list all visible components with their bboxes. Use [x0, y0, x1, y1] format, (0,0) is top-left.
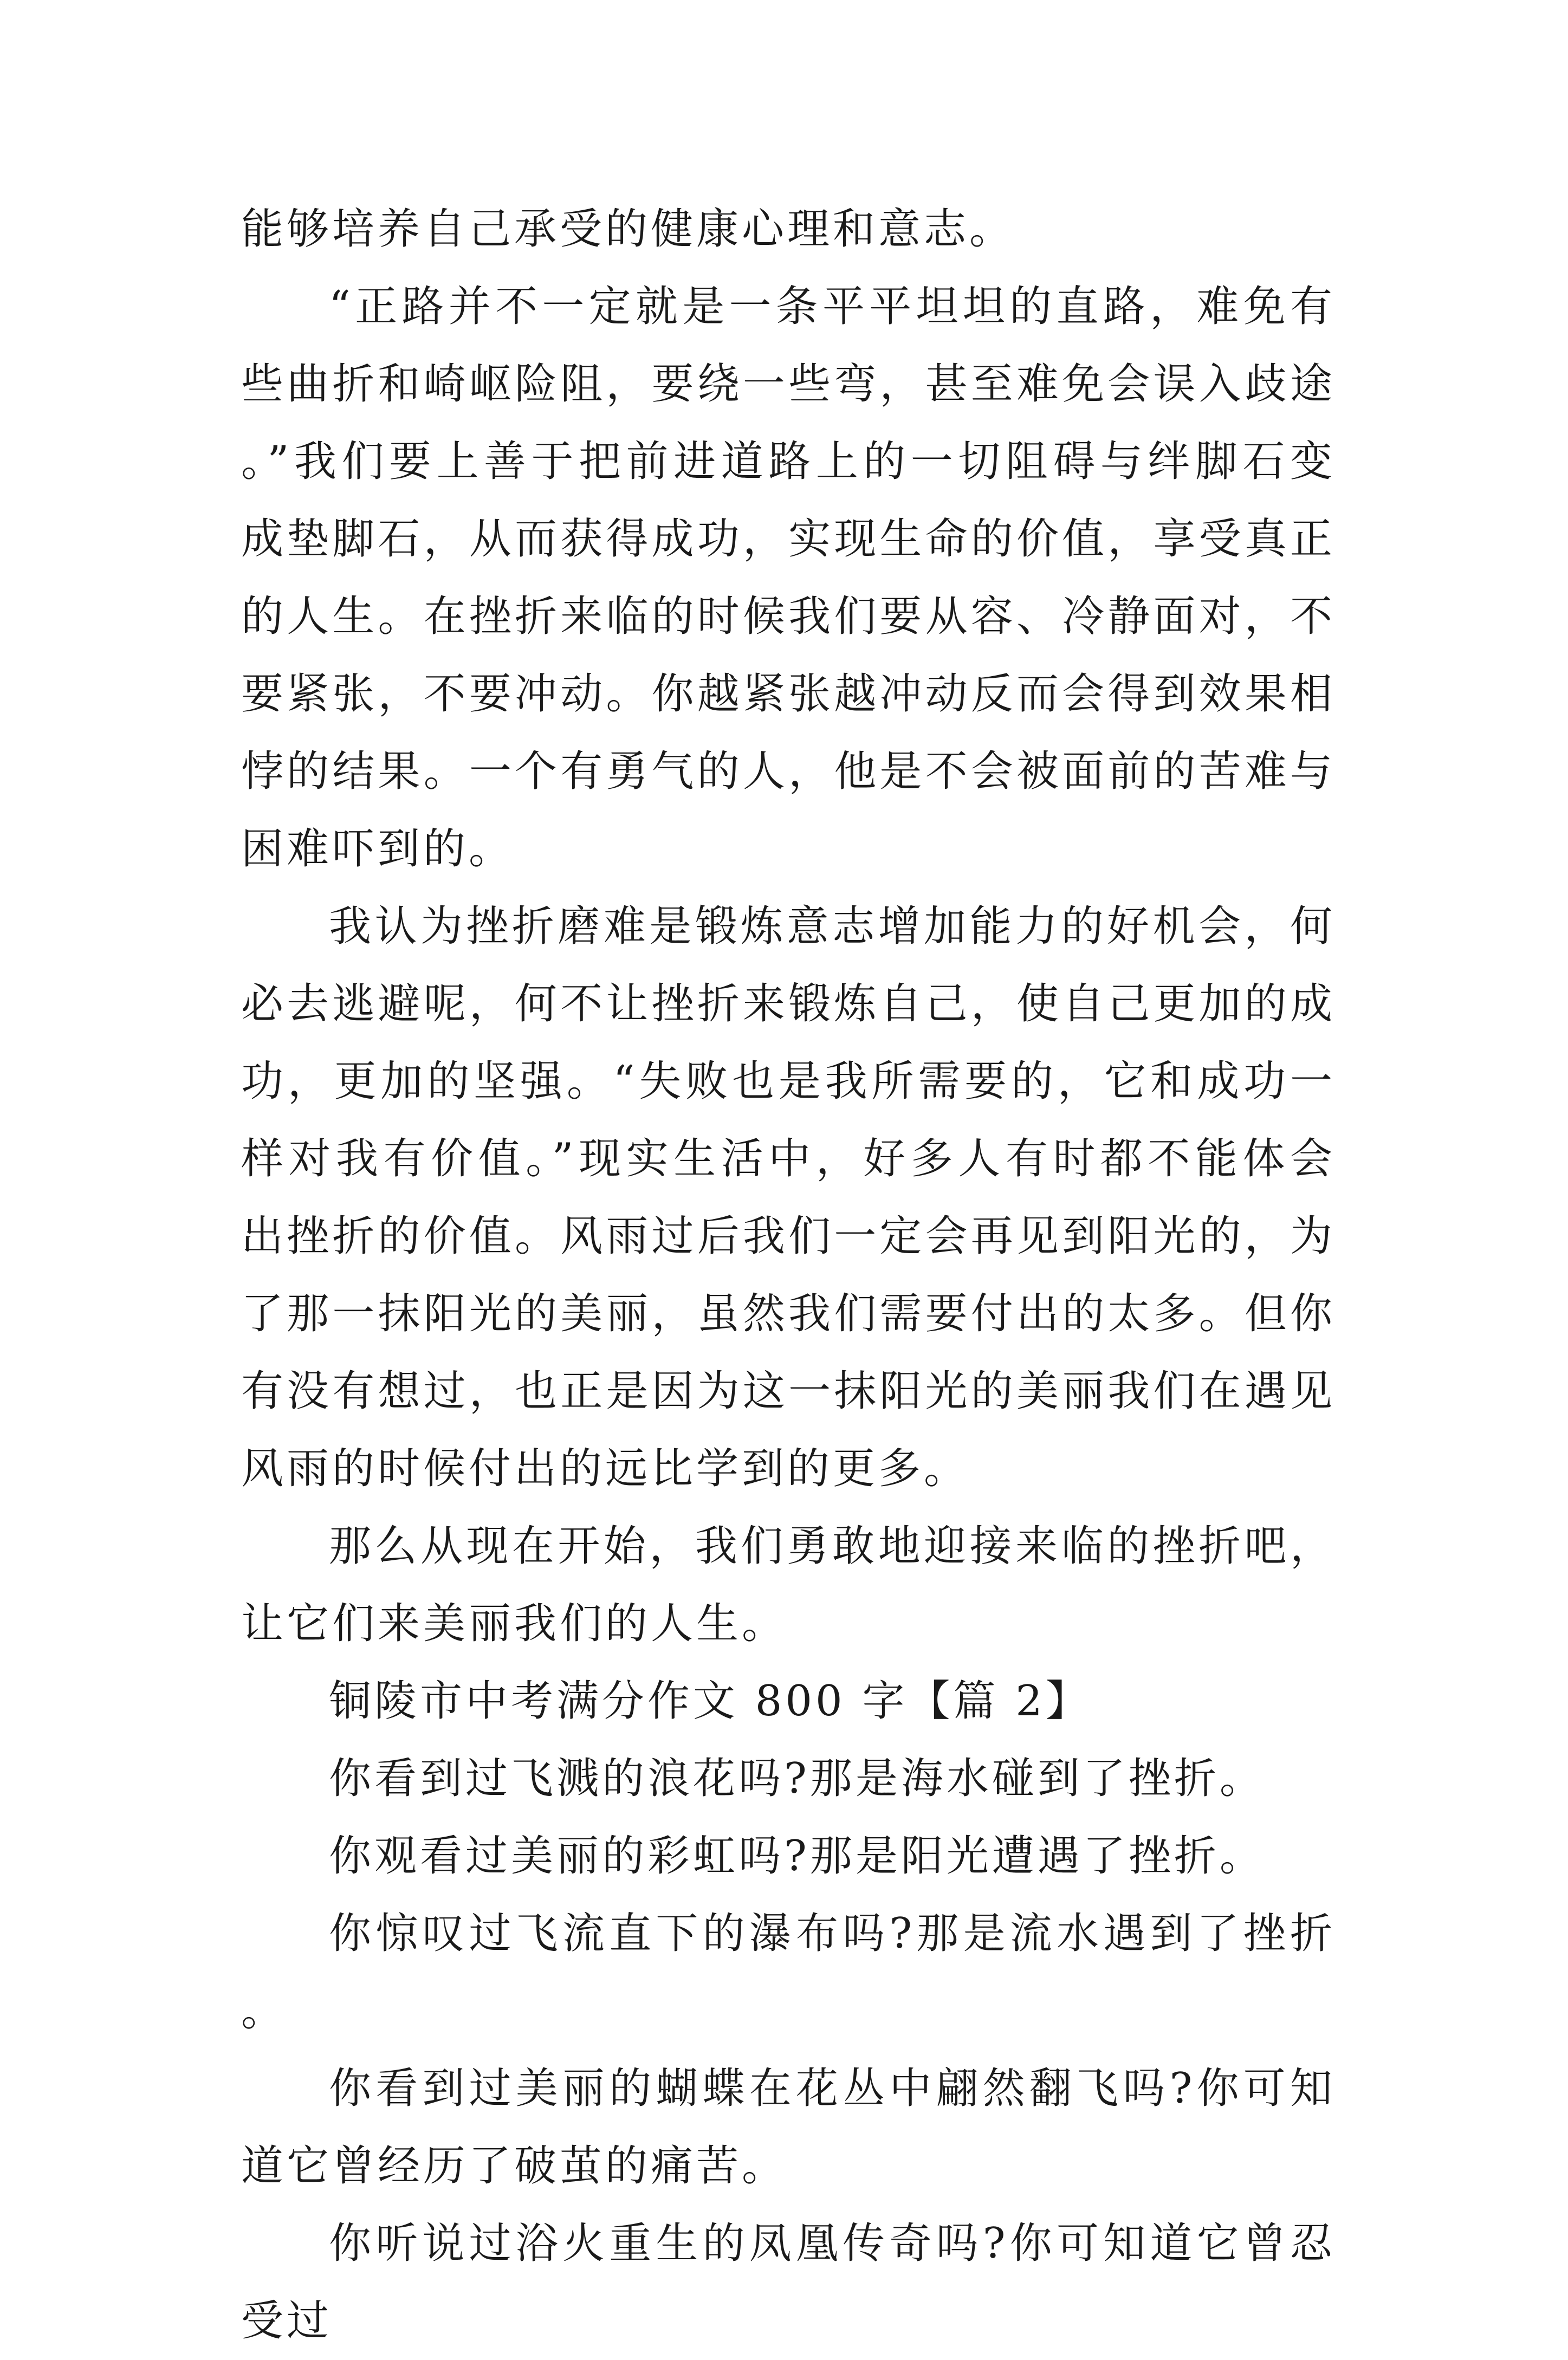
- paragraph-adversity-value: 我认为挫折磨难是锻炼意志增加能力的好机会，何必去逃避呢，何不让挫折来锻炼自己，使自己更加的成功，更加的坚强。“失败也是我所需要的，它和成功一样对我有价值。”现实生活中，好多人有时都不能体会出挫折的价值。风雨过后我们一定会再见到阳光的，为了那一抹阳光的美丽，虽然我们需要付出的太多。但你有没有想过，也正是因为这一抹阳光的美丽我们在遇见风雨的时候付出的远比学到的更多。: [241, 902, 1336, 1493]
- paragraph-rainbow: 你观看过美丽的彩虹吗?那是阳光遭遇了挫折。: [329, 1832, 1265, 1881]
- paragraph-continuation: 能够培养自己承受的健康心理和意志。: [241, 205, 1015, 254]
- paragraph-spray: 你看到过飞溅的浪花吗?那是海水碰到了挫折。: [329, 1754, 1265, 1803]
- section-heading: 铜陵市中考满分作文 800 字【篇 2】: [329, 1677, 1091, 1726]
- paragraph-butterfly: 你看到过美丽的蝴蝶在花丛中翩然翻飞吗?你可知道它曾经历了破茧的痛苦。: [241, 2064, 1336, 2190]
- paragraph-conclusion: 那么从现在开始，我们勇敢地迎接来临的挫折吧，让它们来美丽我们的人生。: [241, 1522, 1336, 1648]
- paragraph-phoenix: 你听说过浴火重生的凤凰传奇吗?你可知道它曾忍受过: [241, 2219, 1336, 2345]
- document-body: [241, 191, 1336, 2360]
- paragraph-straight-road: “正路并不一定就是一条平平坦坦的直路，难免有些曲折和崎岖险阻，要绕一些弯，甚至难免会误入歧途。”我们要上善于把前进道路上的一切阻碍与绊脚石变成垫脚石，从而获得成功，实现生命的价值，享受真正的人生。在挫折来临的时候我们要从容、冷静面对，不要紧张，不要冲动。你越紧张越冲动反而会得到效果相悖的结果。一个有勇气的人，他是不会被面前的苦难与困难吓到的。: [241, 282, 1336, 873]
- paragraph-waterfall: 你惊叹过飞流直下的瀑布吗?那是流水遇到了挫折。: [241, 1909, 1336, 2035]
